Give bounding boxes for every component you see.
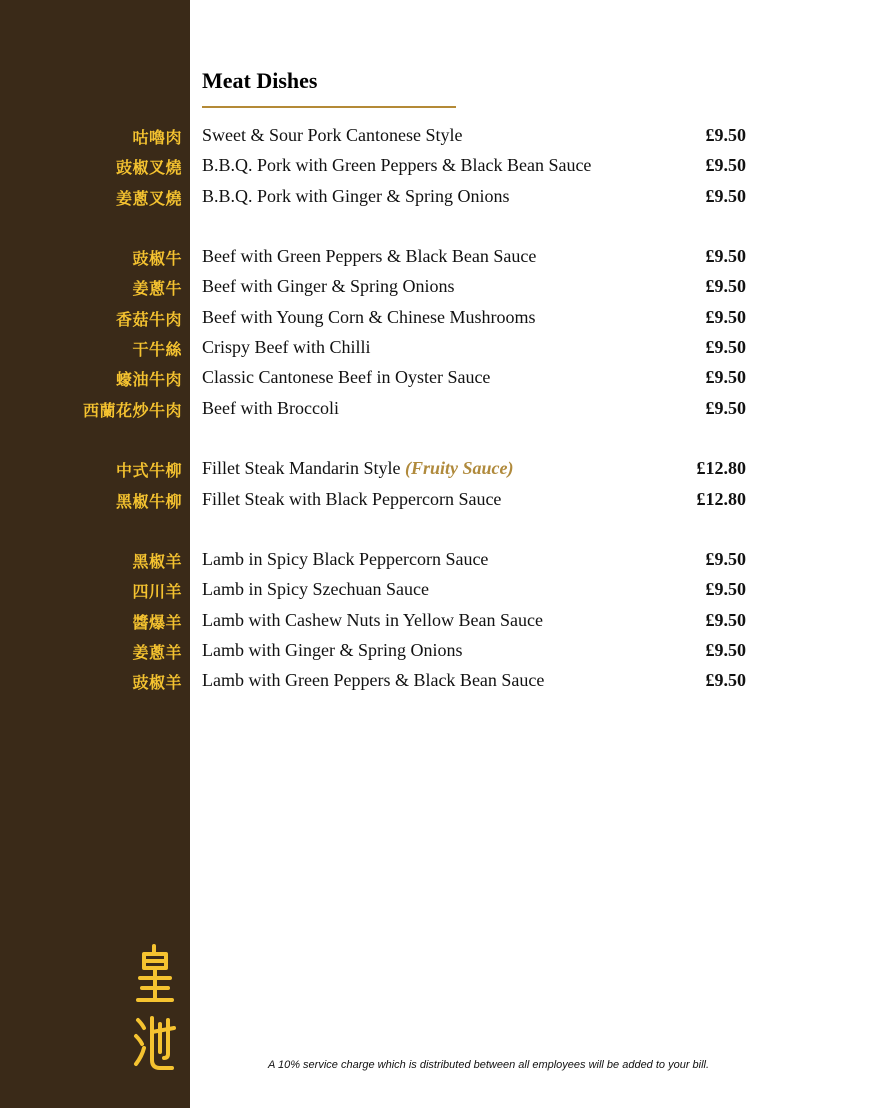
dish-name-text: Classic Cantonese Beef in Oyster Sauce: [202, 367, 491, 388]
menu-item: [0, 576, 870, 606]
menu-item: [0, 455, 870, 485]
dish-chinese-name: 香菇牛肉: [115, 309, 182, 329]
dish-price: £12.80: [696, 488, 746, 509]
dish-name-text: Crispy Beef with Chilli: [202, 337, 371, 358]
dish-chinese-name: 黑椒羊: [132, 552, 182, 572]
group-spacer: [0, 516, 870, 546]
dish-name-text: Lamb with Green Peppers & Black Bean Sauce: [202, 670, 545, 691]
page-title: Meat Dishes: [202, 68, 318, 93]
dish-name-text: Lamb with Cashew Nuts in Yellow Bean Sauce: [202, 609, 543, 630]
dish-english-name: [202, 610, 543, 631]
dish-english-name: [202, 549, 488, 570]
dish-chinese-name: 咕嚕肉: [132, 128, 182, 147]
dish-name-text: B.B.Q. Pork with Ginger & Spring Onions: [202, 185, 510, 206]
dish-name-text: Beef with Green Peppers & Black Bean Sauce: [202, 246, 537, 267]
dish-english-name: [202, 125, 462, 146]
dish-chinese-name: 豉椒叉燒: [115, 158, 182, 178]
dish-price: £9.50: [705, 670, 746, 691]
dish-chinese-name: 黑椒牛柳: [115, 491, 182, 511]
dish-english-name: [202, 276, 454, 297]
dish-english-name: [202, 246, 536, 267]
dish-english-name: [202, 670, 544, 691]
dish-name-text: Beef with Ginger & Spring Onions: [202, 276, 455, 297]
dish-chinese-name: 醬爆羊: [132, 612, 182, 632]
dish-chinese-name: 姜蔥羊: [132, 643, 182, 663]
dish-chinese-name: 干牛絲: [132, 340, 182, 360]
dish-chinese-name: 姜蔥牛: [132, 279, 182, 299]
menu-item: [0, 395, 870, 425]
title-underline: [202, 106, 456, 108]
menu-item: [0, 607, 870, 637]
menu-item: [0, 122, 870, 152]
dish-price: £9.50: [705, 125, 746, 145]
dish-price: £9.50: [705, 579, 746, 600]
menu-item: [0, 546, 870, 576]
dish-chinese-name: 豉椒牛: [132, 249, 182, 269]
menu-item: [0, 667, 870, 697]
dish-english-name: [202, 186, 510, 207]
dish-price: £9.50: [705, 246, 746, 267]
menu-item: [0, 273, 870, 303]
dish-english-name: [202, 458, 514, 479]
dish-price: £9.50: [705, 609, 746, 630]
menu-item: [0, 334, 870, 364]
dish-english-name: [202, 155, 591, 176]
dish-name-text: B.B.Q. Pork with Green Peppers & Black Bean Sauce: [202, 155, 592, 176]
group-spacer: [0, 425, 870, 455]
dish-name-text: Sweet & Sour Pork Cantonese Style: [202, 125, 463, 145]
menu-item: [0, 304, 870, 334]
group-spacer: [0, 213, 870, 243]
dish-name-text: Lamb in Spicy Szechuan Sauce: [202, 579, 429, 600]
dish-english-name: [202, 489, 501, 510]
dish-english-name: [202, 307, 536, 328]
dish-english-name: [202, 367, 490, 388]
dish-price: £9.50: [705, 549, 746, 570]
dish-price: £9.50: [705, 185, 746, 206]
dish-price: £9.50: [705, 640, 746, 661]
dish-name-text: Lamb with Ginger & Spring Onions: [202, 640, 463, 661]
seal-script-logo-icon: [130, 940, 180, 1075]
menu-item: [0, 243, 870, 273]
dish-english-name: [202, 398, 339, 419]
dish-price: £9.50: [705, 155, 746, 176]
dish-name-text: Beef with Young Corn & Chinese Mushrooms: [202, 306, 536, 327]
dish-price: £9.50: [705, 367, 746, 388]
dish-price: £9.50: [705, 397, 746, 418]
dish-chinese-name: 西蘭花炒牛肉: [82, 400, 182, 420]
menu-item: [0, 183, 870, 213]
dish-name-text: Lamb in Spicy Black Peppercorn Sauce: [202, 549, 489, 570]
dish-chinese-name: 中式牛柳: [115, 461, 182, 481]
menu-item: [0, 486, 870, 516]
dish-chinese-name: 蠔油牛肉: [115, 370, 182, 390]
service-charge-note: A 10% service charge which is distributed between all employees will be added to your bill.: [268, 1059, 710, 1071]
dish-name-text: Fillet Steak Mandarin Style: [202, 458, 401, 479]
dish-price: £9.50: [705, 276, 746, 297]
dish-english-name: [202, 579, 429, 600]
dish-english-name: [202, 337, 371, 358]
menu-item: [0, 364, 870, 394]
dish-chinese-name: 豉椒羊: [132, 673, 182, 693]
dish-price: £9.50: [705, 306, 746, 327]
menu-item: [0, 637, 870, 667]
dish-price: £9.50: [705, 337, 746, 358]
dish-price: £12.80: [696, 458, 746, 479]
menu-list: [0, 122, 870, 698]
dish-chinese-name: 四川羊: [132, 582, 182, 602]
menu-item: [0, 152, 870, 182]
dish-name-text: Fillet Steak with Black Peppercorn Sauce: [202, 488, 502, 509]
dish-chinese-name: 姜蔥叉燒: [115, 188, 182, 208]
dish-note: (Fruity Sauce): [404, 458, 514, 479]
dish-name-text: Beef with Broccoli: [202, 397, 339, 418]
dish-english-name: [202, 640, 462, 661]
